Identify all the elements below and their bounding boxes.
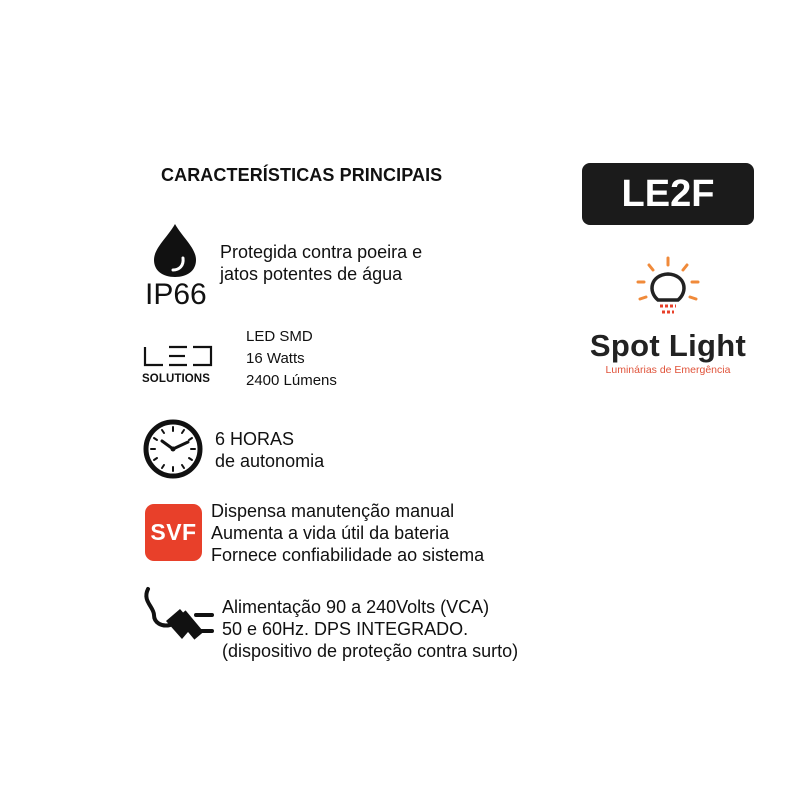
led-description xyxy=(246,326,337,392)
autonomy-line-2: de autonomia xyxy=(215,451,325,471)
ip66-line-1: Protegida contra poeira e xyxy=(220,242,423,262)
ip66-line-2: jatos potentes de água xyxy=(220,264,403,284)
lightbulb-icon xyxy=(582,252,754,328)
ip66-description xyxy=(220,241,422,285)
led-solutions-label: SOLUTIONS xyxy=(142,373,210,385)
svf-line-3: Fornece confiabilidade ao sistema xyxy=(211,545,485,565)
clock-icon xyxy=(142,418,204,480)
brand-name: Spot Light xyxy=(589,328,747,363)
brand-logo xyxy=(582,252,754,382)
led-line-3: 2400 Lúmens xyxy=(246,372,337,389)
power-line-2: 50 e 60Hz. DPS INTEGRADO. xyxy=(222,619,469,639)
led-line-1: LED SMD xyxy=(246,328,313,345)
autonomy-description xyxy=(215,428,324,472)
svf-line-2: Aumenta a vida útil da bateria xyxy=(211,523,450,543)
brand-tagline: Luminárias de Emergência xyxy=(605,364,731,376)
svf-label: SVF xyxy=(150,519,197,545)
model-label: LE2F xyxy=(621,172,715,215)
power-line-3: (dispositivo de proteção contra surto) xyxy=(222,641,519,661)
svf-badge xyxy=(145,504,202,561)
ip66-label: IP66 xyxy=(145,278,207,311)
page-title: CARACTERÍSTICAS PRINCIPAIS xyxy=(161,165,443,185)
led-logo-icon xyxy=(143,345,215,367)
model-badge xyxy=(582,163,754,225)
power-description xyxy=(222,596,518,662)
power-plug-icon xyxy=(140,585,216,647)
svf-line-1: Dispensa manutenção manual xyxy=(211,501,455,521)
autonomy-line-1: 6 HORAS xyxy=(215,429,295,449)
water-drop-icon xyxy=(150,222,200,278)
svf-description xyxy=(211,500,484,566)
power-line-1: Alimentação 90 a 240Volts (VCA) xyxy=(222,597,490,617)
led-line-2: 16 Watts xyxy=(246,350,305,367)
